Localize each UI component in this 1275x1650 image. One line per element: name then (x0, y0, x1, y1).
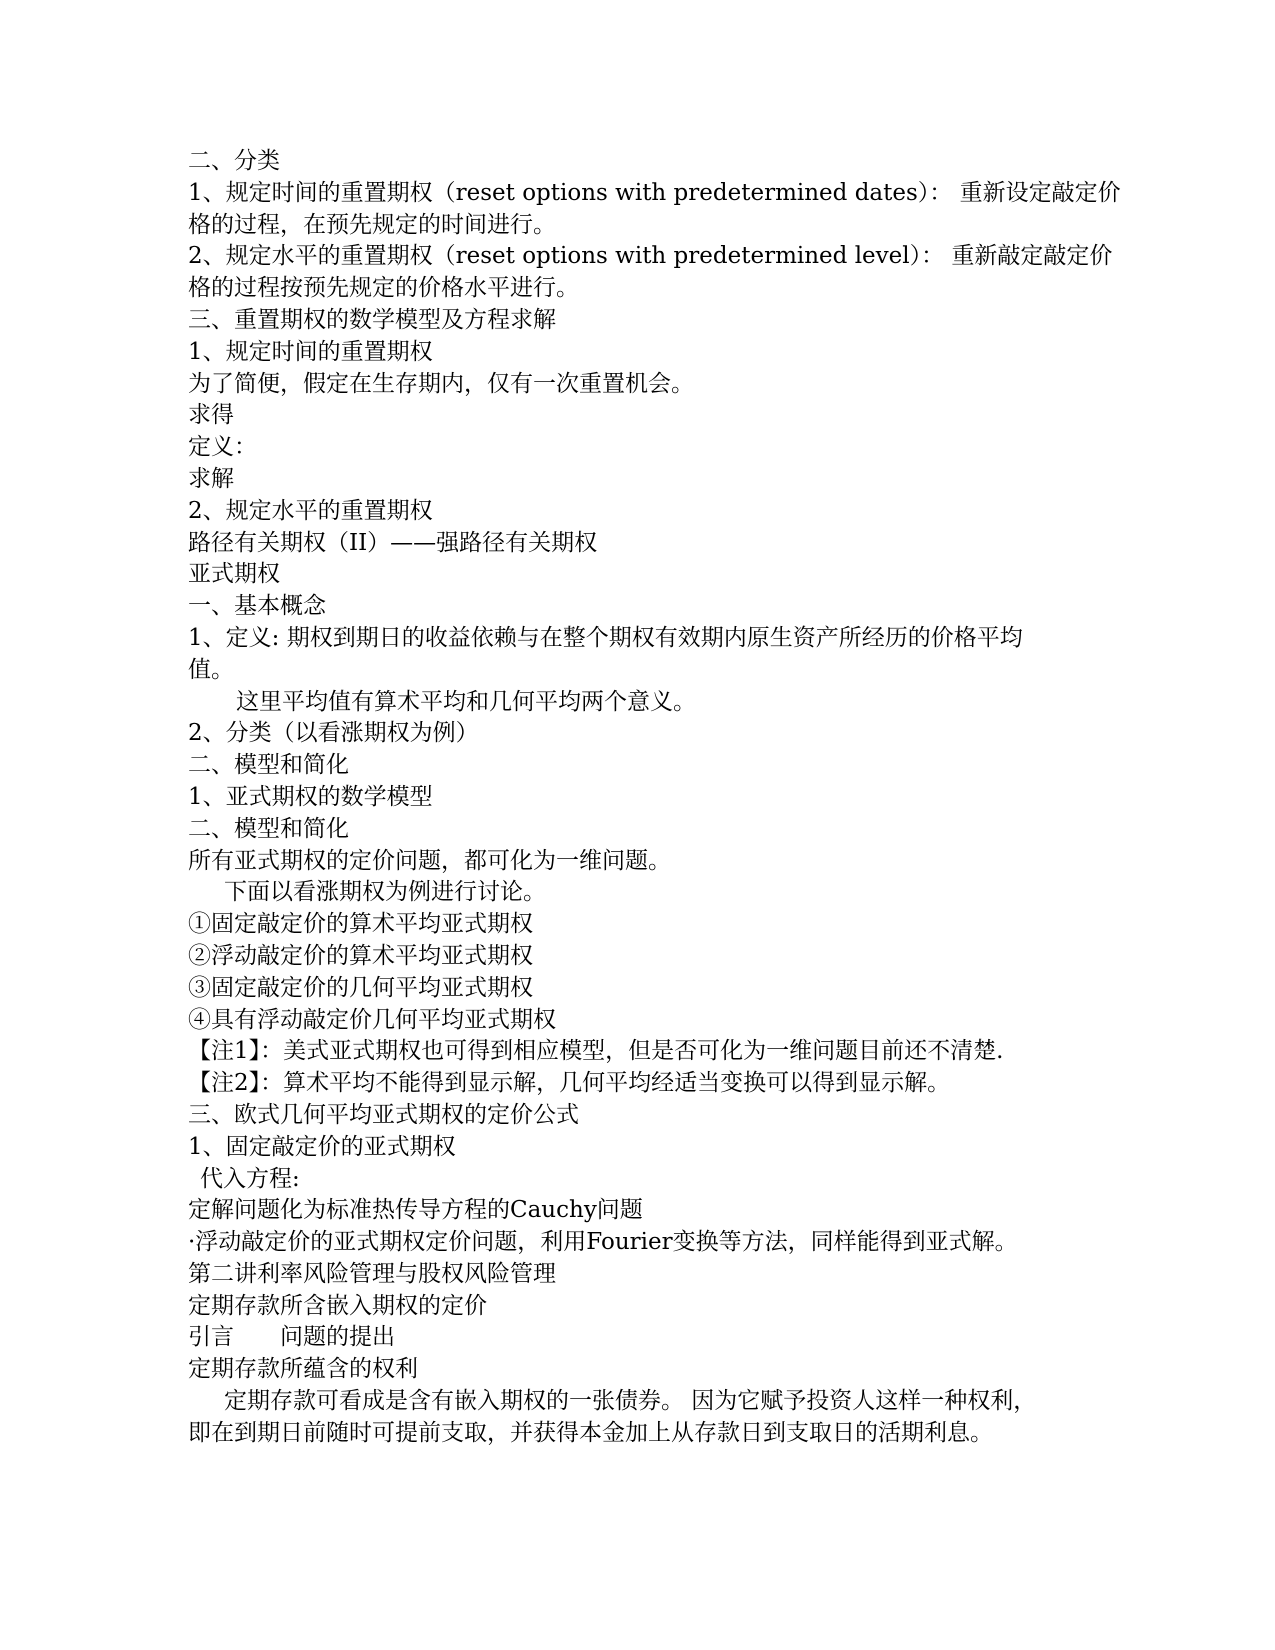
note-line: 【注1】：美式亚式期权也可得到相应模型，但是否可化为一维问题目前还不清楚. (188, 1038, 1004, 1065)
paragraph-line: 代入方程: (200, 1165, 300, 1192)
paragraph-line: 求得 (188, 402, 234, 429)
subsection-heading: 1、亚式期权的数学模型 (188, 783, 433, 810)
document-page (188, 146, 1121, 1450)
paragraph-line: 所有亚式期权的定价问题，都可化为一维问题。 (188, 847, 671, 874)
paragraph-line: 这里平均值有算术平均和几何平均两个意义。 (236, 688, 696, 715)
note-line: 【注2】：算术平均不能得到显示解，几何平均经适当变换可以得到显示解。 (188, 1070, 951, 1097)
paragraph-line: 值。 (188, 656, 234, 683)
subsection-heading: 定期存款所蕴含的权利 (188, 1356, 418, 1383)
paragraph-line: 格的过程按预先规定的价格水平进行。 (188, 275, 579, 302)
section-heading: 三、欧式几何平均亚式期权的定价公式 (188, 1101, 579, 1128)
subsection-heading: 1、规定时间的重置期权 (188, 338, 433, 365)
paragraph-line: 格的过程，在预先规定的时间进行。 (188, 211, 556, 238)
chapter-heading: 定期存款所含嵌入期权的定价 (188, 1292, 487, 1319)
section-heading: 二、模型和简化 (188, 752, 349, 779)
paragraph-line: 2、规定水平的重置期权（reset options with predetermined level）： 重新敲定敲定价 (188, 243, 1113, 270)
paragraph-line: 为了简便，假定在生存期内，仅有一次重置机会。 (188, 370, 694, 397)
chapter-heading: 第二讲利率风险管理与股权风险管理 (188, 1260, 556, 1287)
paragraph-line: 定义： (188, 434, 257, 461)
section-heading: 三、重置期权的数学模型及方程求解 (188, 306, 556, 333)
subsection-heading: 1、固定敲定价的亚式期权 (188, 1133, 456, 1160)
list-item: ④具有浮动敲定价几何平均亚式期权 (188, 1006, 556, 1033)
section-heading: 二、模型和简化 (188, 815, 349, 842)
paragraph-line: 即在到期日前随时可提前支取，并获得本金加上从存款日到支取日的活期利息。 (188, 1419, 993, 1446)
paragraph-line: 1、规定时间的重置期权（reset options with predetermined dates）： 重新设定敲定价 (188, 179, 1121, 206)
paragraph-line: 1、定义: 期权到期日的收益依赖与在整个期权有效期内原生资产所经历的价格平均 (188, 624, 1023, 651)
list-item: ③固定敲定价的几何平均亚式期权 (188, 974, 533, 1001)
paragraph-line: 求解 (188, 465, 234, 492)
section-heading: 一、基本概念 (188, 593, 326, 620)
list-item: ②浮动敲定价的算术平均亚式期权 (188, 942, 533, 969)
paragraph-line: 下面以看涨期权为例进行讨论。 (224, 879, 546, 906)
list-item: ①固定敲定价的算术平均亚式期权 (188, 911, 533, 938)
paragraph-line: ·浮动敲定价的亚式期权定价问题，利用Fourier变换等方法，同样能得到亚式解。 (188, 1229, 1018, 1256)
section-heading: 引言 问题的提出 (188, 1324, 395, 1351)
subsection-heading: 2、分类（以看涨期权为例） (188, 720, 479, 747)
paragraph-line: 定期存款可看成是含有嵌入期权的一张债券。 因为它赋予投资人这样一种权利， (224, 1388, 1037, 1415)
section-heading: 二、分类 (188, 148, 280, 174)
paragraph-line: 定解问题化为标准热传导方程的Cauchy问题 (188, 1197, 643, 1224)
chapter-heading: 路径有关期权（II）——强路径有关期权 (188, 529, 598, 556)
subsection-heading: 2、规定水平的重置期权 (188, 497, 433, 524)
chapter-heading: 亚式期权 (188, 561, 280, 588)
